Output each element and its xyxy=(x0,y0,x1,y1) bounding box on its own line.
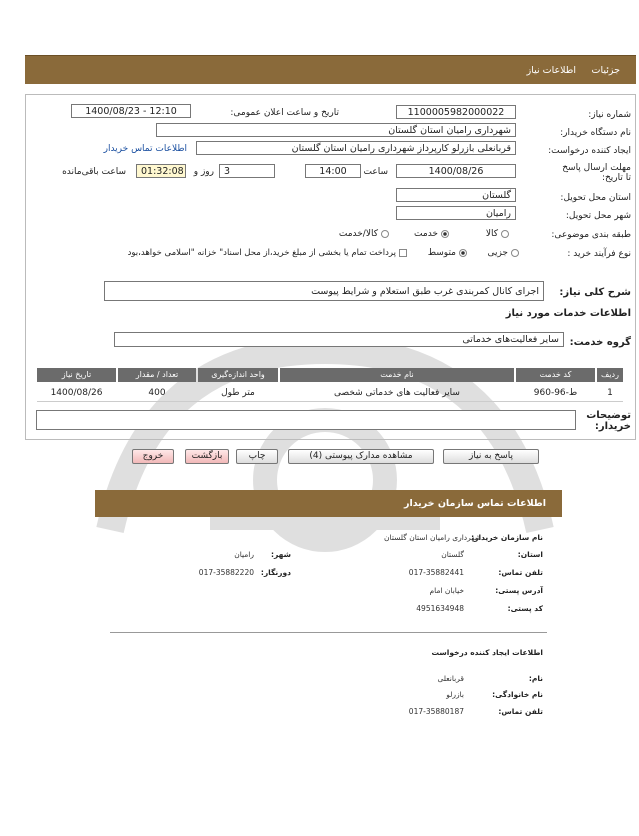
province-label: استان محل تحویل: xyxy=(560,193,631,203)
service-group-label: گروه خدمت: xyxy=(569,337,631,348)
table-cell-quantity: 400 xyxy=(148,388,166,398)
city-label: شهر محل تحویل: xyxy=(565,211,631,221)
print-button[interactable]: چاپ xyxy=(236,449,278,464)
service-group-field: سایر فعالیت‌های خدماتی xyxy=(114,332,564,347)
creator-phone-label: تلفن تماس: xyxy=(498,707,543,716)
contact-phone-value: 017-35882441 xyxy=(408,568,464,577)
table-cell-need-date: 1400/08/26 xyxy=(50,388,103,398)
category-goods-text: کالا xyxy=(485,229,498,239)
tab-details[interactable]: جزئیات xyxy=(591,65,620,76)
process-medium-option[interactable] xyxy=(428,248,467,258)
table-header-unit: واحد اندازه‌گیری xyxy=(198,368,278,382)
creator-name-label: نام: xyxy=(528,674,543,683)
buyer-org-label: نام دستگاه خریدار: xyxy=(560,128,631,138)
creator-info-title: اطلاعات ایجاد کننده درخواست xyxy=(431,648,543,657)
contact-divider xyxy=(110,632,547,633)
day-label: روز و xyxy=(193,167,214,177)
time-label: ساعت xyxy=(363,167,388,177)
contact-province-value: گلستان xyxy=(441,550,464,559)
radio-service[interactable] xyxy=(441,230,449,238)
category-goods-option[interactable] xyxy=(486,229,509,239)
buyer-org-field: شهرداری رامیان استان گلستان xyxy=(156,123,516,137)
category-service-text: خدمت xyxy=(414,229,438,239)
table-cell-row-no: 1 xyxy=(607,388,613,398)
creator-phone-value: 017-35880187 xyxy=(408,707,464,716)
contact-phone-label: تلفن تماس: xyxy=(498,568,543,577)
contact-header-bar xyxy=(95,490,562,517)
tab-need-info[interactable]: اطلاعات نیاز xyxy=(526,65,576,76)
province-field: گلستان xyxy=(396,188,516,202)
summary-field: اجرای کانال کمربندی غرب طبق استعلام و شرایط پیوست xyxy=(104,281,544,301)
reply-button[interactable]: پاسخ به نیاز xyxy=(443,449,539,464)
process-partial-text: جزیی xyxy=(487,248,508,258)
creator-family-label: نام خانوادگی: xyxy=(492,690,543,699)
table-header-need-date: تاریخ نیاز xyxy=(37,368,116,382)
top-header-bar xyxy=(25,55,636,84)
summary-label: شرح کلی نیاز: xyxy=(559,287,631,298)
back-button[interactable]: بازگشت xyxy=(185,449,229,464)
radio-goods-service[interactable] xyxy=(381,230,389,238)
contact-address-value: خیابان امام xyxy=(429,586,464,595)
contact-fax-value: 017-35882220 xyxy=(198,568,254,577)
radio-goods[interactable] xyxy=(501,230,509,238)
category-label: طبقه بندی موضوعی: xyxy=(551,230,631,240)
table-header-quantity: تعداد / مقدار xyxy=(118,368,196,382)
need-number-field: 1100005982000022 xyxy=(396,105,516,119)
payment-option[interactable] xyxy=(128,248,407,258)
announce-label: تاریخ و ساعت اعلان عمومی: xyxy=(230,108,339,118)
category-service-option[interactable] xyxy=(414,229,449,239)
contact-postal-value: 4951634948 xyxy=(416,604,464,613)
payment-note-text: پرداخت تمام یا بخشی از مبلغ خرید،از محل اسناد" خزانه "اسلامی خواهد،بود xyxy=(127,248,396,258)
table-cell-service-name: سایر فعالیت های خدماتی شخصی xyxy=(334,388,460,398)
buyer-notes-label: توضیحات خریدار: xyxy=(586,410,631,432)
process-partial-option[interactable] xyxy=(487,248,519,258)
contact-postal-label: کد پستی: xyxy=(507,604,543,613)
category-goods-service-option[interactable] xyxy=(339,229,389,239)
creator-label: ایجاد کننده درخواست: xyxy=(548,146,631,156)
days-field: 3 xyxy=(219,164,275,178)
table-header-row-no: ردیف xyxy=(597,368,623,382)
city-field: رامیان xyxy=(396,206,516,220)
contact-address-label: آدرس پستی: xyxy=(495,586,543,595)
contact-city-value: رامیان xyxy=(234,550,254,559)
buyer-contact-link[interactable]: اطلاعات تماس خریدار xyxy=(103,144,187,154)
process-label: نوع فرآیند خرید : xyxy=(567,249,631,259)
deadline-date-field: 1400/08/26 xyxy=(396,164,516,178)
buyer-notes-field xyxy=(36,410,576,430)
contact-org-value: شهرداری رامیان استان گلستان xyxy=(384,533,481,542)
radio-partial[interactable] xyxy=(511,249,519,257)
announce-field: 1400/08/23 - 12:10 xyxy=(71,104,191,118)
table-cell-service-code: ط-96-960 xyxy=(533,388,578,398)
table-cell-unit: متر طول xyxy=(221,388,255,398)
contact-fax-label: دورنگار: xyxy=(260,568,291,577)
need-number-label: شماره نیاز: xyxy=(588,110,631,120)
contact-org-label: نام سازمان خریدار: xyxy=(471,533,543,542)
exit-button[interactable]: خروج xyxy=(132,449,174,464)
deadline-label: مهلت ارسال پاسخ تا تاریخ: xyxy=(562,163,631,183)
creator-name-value: قربانعلی xyxy=(437,674,464,683)
creator-family-value: بازرلو xyxy=(446,690,464,699)
creator-field: قربانعلی بازرلو کارپرداز شهرداری رامیان استان گلستان xyxy=(196,141,516,155)
remaining-label: ساعت باقی‌مانده xyxy=(62,167,126,177)
table-header-service-code: کد خدمت xyxy=(516,368,595,382)
contact-title: اطلاعات تماس سازمان خریدار xyxy=(403,498,546,509)
table-header-service-name: نام خدمت xyxy=(280,368,514,382)
process-medium-text: متوسط xyxy=(427,248,456,258)
radio-medium[interactable] xyxy=(459,249,467,257)
contact-city-label: شهر: xyxy=(271,550,291,559)
remaining-time-field: 01:32:08 xyxy=(136,164,186,178)
deadline-time-field: 14:00 xyxy=(305,164,361,178)
attachments-button[interactable]: مشاهده مدارک پیوستی (4) xyxy=(288,449,434,464)
payment-checkbox[interactable] xyxy=(399,249,407,257)
category-goods-service-text: کالا/خدمت xyxy=(338,229,378,239)
contact-province-label: استان: xyxy=(517,550,543,559)
services-info-title: اطلاعات خدمات مورد نیاز xyxy=(505,308,631,319)
